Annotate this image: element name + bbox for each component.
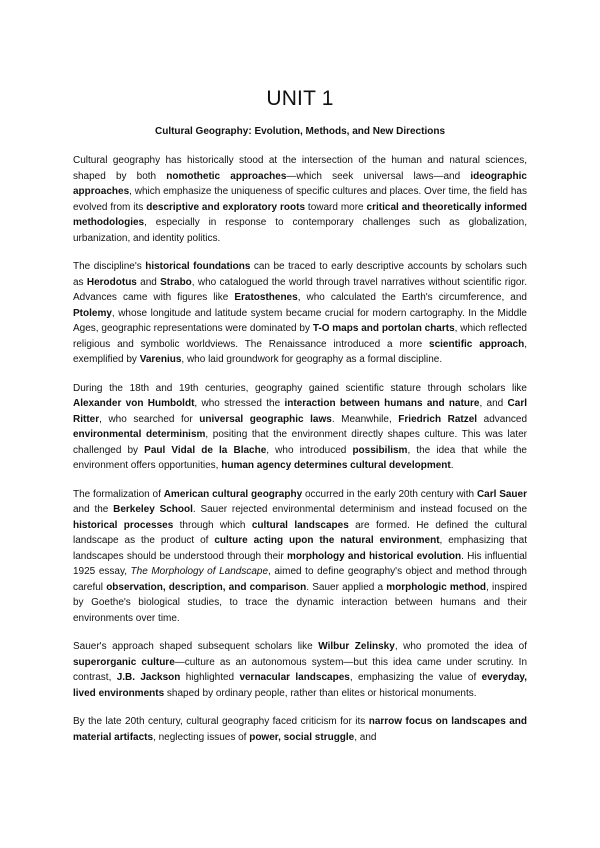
text-run: The formalization of: [73, 488, 164, 500]
text-run: , especially in response to contemporary challenges such as globalization, urbanization, and identity politics.: [73, 217, 527, 244]
bold-term: narrow focus on landscapes and material artifacts: [73, 716, 528, 743]
paragraph: [73, 153, 527, 246]
text-run: , inspired by Goethe's biological studies, to trace the dynamic interaction between humans and their environments over time.: [73, 581, 528, 624]
bold-term: everyday, lived environments: [73, 672, 527, 699]
bold-term: scientific approach: [429, 338, 525, 350]
bold-term: possibilism: [352, 444, 408, 456]
document-page: [73, 0, 527, 745]
bold-term: universal geographic laws: [199, 413, 332, 425]
bold-term: descriptive and exploratory roots: [146, 201, 305, 213]
bold-term: superorganic culture: [73, 656, 175, 668]
text-run: . Sauer applied a: [306, 581, 387, 593]
text-run: , and: [354, 731, 377, 743]
bold-term: Herodotus: [86, 276, 137, 288]
text-run: , emphasizing that landscapes should be understood through their: [73, 535, 527, 562]
bold-term: environmental determinism: [73, 429, 206, 440]
bold-term: Eratosthenes: [234, 292, 298, 303]
text-run: , who calculated the Earth's circumference, and: [297, 292, 527, 303]
text-run: , positing that the environment directly shapes culture. This was later challenged by: [73, 429, 527, 456]
text-run: , who searched for: [99, 413, 200, 425]
bold-term: Paul Vidal de la Blache: [144, 444, 267, 456]
text-run: , who introduced: [266, 444, 353, 456]
text-run: During the 18th and 19th centuries, geography gained scientific stature through scholars like: [73, 382, 527, 394]
paragraph: [73, 487, 527, 627]
text-run: , emphasizing the value of: [349, 672, 482, 683]
bold-term: vernacular landscapes: [239, 672, 350, 683]
bold-term: Wilbur Zelinsky: [318, 641, 395, 652]
text-run: and the: [73, 504, 114, 515]
text-run: shaped by ordinary people, rather than elites or historical monuments.: [164, 687, 477, 699]
bold-term: T-O maps and portolan charts: [312, 323, 455, 334]
text-run: , which reflected religious and symbolic worldviews. The Renaissance introduced a more: [73, 323, 527, 350]
paragraph: [73, 381, 527, 474]
text-run: Cultural geography has historically stood at the intersection of the human and natural sciences, shaped by both: [73, 155, 527, 182]
text-run: By the late 20th century, cultural geography faced criticism for its: [73, 716, 369, 727]
bold-term: observation, description, and comparison: [106, 581, 307, 593]
text-run: through which: [173, 519, 252, 531]
text-run: . Meanwhile,: [331, 413, 399, 425]
text-run: , who catalogued the world through travel narratives without scientific rigor. Advances came with figures like: [73, 276, 528, 303]
text-run: and: [136, 276, 161, 288]
text-run: —culture as an autonomous system—but this idea came under scrutiny. In contrast,: [73, 656, 528, 683]
text-run: , aimed to define geography's object and method through careful: [73, 566, 527, 593]
bold-term: Berkeley School: [113, 504, 193, 515]
bold-term: power, social struggle: [249, 731, 355, 743]
bold-term: Carl Ritter: [73, 398, 527, 425]
text-run: advanced: [477, 413, 528, 425]
bold-term: human agency determines cultural development: [221, 460, 451, 471]
bold-term: J.B. Jackson: [116, 672, 181, 683]
bold-term: Ptolemy: [73, 307, 112, 319]
text-run: The discipline's: [73, 261, 146, 272]
text-run: , who stressed the: [194, 398, 285, 409]
bold-term: interaction between humans and nature: [284, 398, 480, 409]
text-run: , which emphasize the uniqueness of specific cultures and places. Over time, the field has evolved from its: [73, 186, 527, 213]
text-run: . His influential 1925 essay,: [73, 550, 527, 577]
text-run: , who laid groundwork for geography as a formal discipline.: [181, 354, 443, 365]
text-run: are formed. He defined the cultural landscape as the product of: [73, 519, 527, 546]
text-run: toward more: [305, 201, 367, 213]
bold-term: cultural landscapes: [251, 519, 349, 531]
bold-term: Friedrich Ratzel: [398, 413, 478, 425]
bold-term: ideographic approaches: [73, 170, 527, 197]
text-run: occurred in the early 20th century with: [302, 488, 477, 500]
bold-term: Alexander von Humboldt: [73, 398, 195, 409]
text-run: Sauer's approach shaped subsequent scholars like: [73, 641, 319, 652]
bold-term: Varenius: [139, 354, 182, 365]
paragraph: [73, 714, 527, 745]
section-subtitle: Cultural Geography: Evolution, Methods, and New Directions: [154, 126, 446, 137]
text-run: highlighted: [180, 672, 240, 683]
bold-term: historical foundations: [145, 261, 251, 272]
text-run: , whose longitude and latitude system became crucial for modern cartography. In the Middle Ages, geographic representations were dominated by: [73, 307, 527, 334]
text-run: , who promoted the idea of: [394, 641, 527, 652]
bold-term: Strabo: [160, 276, 192, 288]
bold-term: historical processes: [73, 519, 174, 531]
text-run: . Sauer rejected environmental determinism and instead focused on the: [192, 504, 528, 515]
italic-title: The Morphology of Landscape: [130, 566, 269, 577]
paragraph: [73, 639, 527, 701]
bold-term: culture acting upon the natural environment: [214, 535, 440, 546]
text-run: .: [450, 460, 454, 471]
text-run: can be traced to early descriptive accounts by scholars such as: [73, 261, 527, 288]
text-run: , neglecting issues of: [153, 731, 250, 743]
bold-term: nomothetic approaches: [166, 170, 287, 182]
text-run: , the idea that while the environment offers opportunities,: [73, 444, 527, 471]
unit-title: UNIT 1: [266, 87, 334, 110]
paragraph: [73, 259, 527, 368]
text-run: , exemplified by: [73, 338, 528, 365]
bold-term: Carl Sauer: [476, 488, 527, 500]
bold-term: morphology and historical evolution: [286, 550, 462, 562]
bold-term: American cultural geography: [163, 488, 303, 500]
text-run: —which seek universal laws—and: [286, 170, 471, 182]
text-run: , and: [479, 398, 508, 409]
bold-term: critical and theoretically informed methodologies: [73, 201, 527, 228]
bold-term: morphologic method: [386, 581, 487, 593]
